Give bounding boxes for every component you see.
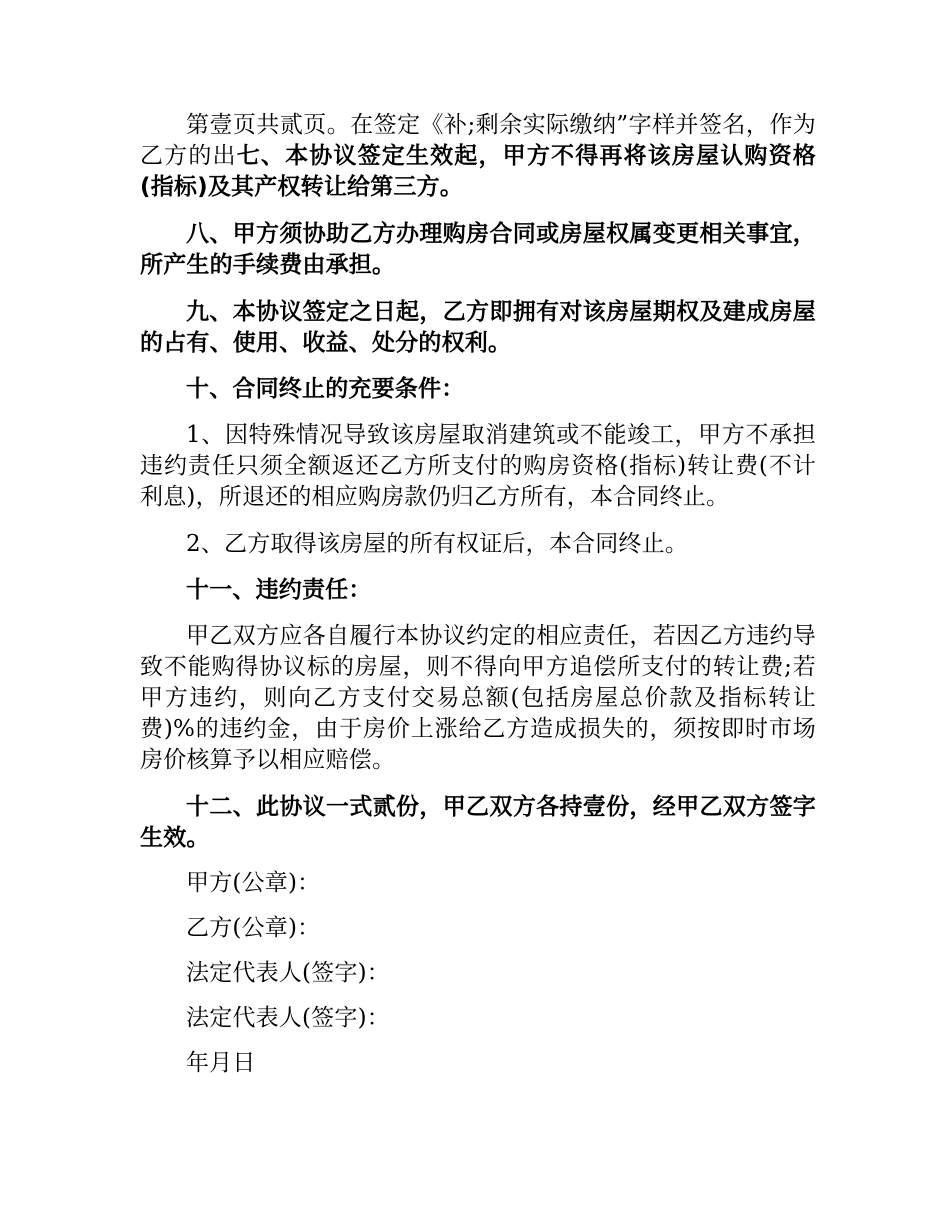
page-note-text: 第壹页共贰页。在签定《补;剩余实际缴纳”字样并签名，作为乙方的出 — [140, 112, 816, 169]
signature-party-b: 乙方(公章)： — [186, 915, 321, 941]
paragraph-page-note-clause-7 — [140, 110, 816, 203]
signature-party-a: 甲方(公章)： — [186, 870, 321, 896]
clause-12: 十二、此协议一式贰份，甲乙双方各持壹份，经甲乙双方签字生效。 — [140, 794, 816, 851]
signature-date: 年月日 — [186, 1050, 256, 1076]
clause-9: 九、本协议签定之日起，乙方即拥有对该房屋期权及建成房屋的占有、使用、收益、处分的权利。 — [140, 299, 816, 356]
document-body — [140, 110, 816, 1079]
clause-10-item-1: 1、因特殊情况导致该房屋取消建筑或不能竣工，甲方不承担违约责任只须全额返还乙方所支付的购房资格(指标)转让费(不计利息)，所退还的相应购房款仍归乙方所有，本合同终止。 — [140, 422, 816, 510]
signature-legal-rep-a: 法定代表人(签字)： — [186, 960, 390, 986]
clause-8: 八、甲方须协助乙方办理购房合同或房屋权属变更相关事宜，所产生的手续费由承担。 — [140, 221, 816, 278]
clause-7-text: 七、本协议签定生效起，甲方不得再将该房屋认购资格(指标)及其产权转让给第三方。 — [140, 143, 816, 200]
signature-legal-rep-b: 法定代表人(签字)： — [186, 1005, 390, 1031]
clause-11-heading: 十一、违约责任： — [186, 577, 372, 603]
clause-10-heading: 十、合同终止的充要条件： — [186, 376, 465, 402]
clause-11-body: 甲乙双方应各自履行本协议约定的相应责任，若因乙方违约导致不能购得协议标的房屋，则不得向甲方追偿所支付的转让费;若甲方违约，则向乙方支付交易总额(包括房屋总价款及指标转让费)%的违约金，由于房价上涨给乙方造成损失的，须按即时市场房价核算予以相应赔偿。 — [140, 623, 816, 773]
clause-10-item-2: 2、乙方取得该房屋的所有权证后，本合同终止。 — [186, 531, 689, 557]
